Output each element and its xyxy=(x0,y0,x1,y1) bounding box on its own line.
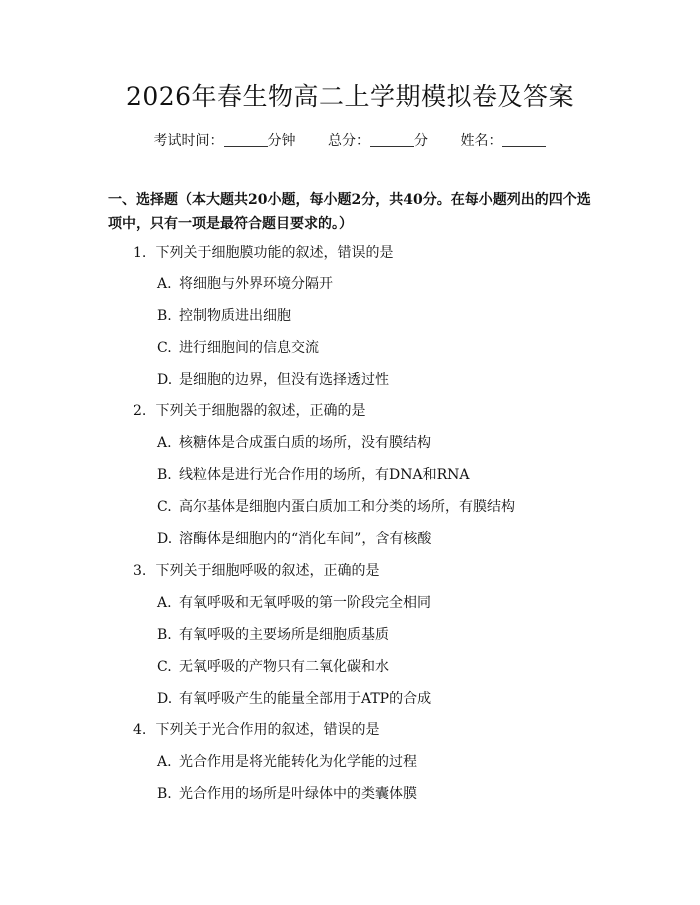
question-option xyxy=(157,689,431,709)
option-letter: A. xyxy=(157,595,172,611)
question-stem xyxy=(133,401,365,421)
option-letter: B. xyxy=(157,627,172,643)
option-letter: A. xyxy=(157,276,172,292)
option-text: 将细胞与外界环境分隔开 xyxy=(179,276,333,292)
option-letter: A. xyxy=(157,435,172,451)
question-option xyxy=(157,752,417,772)
question-option xyxy=(157,593,431,613)
option-text: 无氧呼吸的产物只有二氧化碳和水 xyxy=(179,659,389,675)
option-letter: C. xyxy=(157,340,172,356)
page-title: 2026年春生物高二上学期模拟卷及答案 xyxy=(125,82,575,111)
student-name-field xyxy=(460,131,546,151)
question-option xyxy=(157,306,291,326)
option-text: 溶酶体是细胞内的“消化车间”，含有核酸 xyxy=(179,531,432,547)
option-letter: C. xyxy=(157,499,172,515)
question-stem xyxy=(133,561,379,581)
option-text: 光合作用是将光能转化为化学能的过程 xyxy=(179,754,417,770)
option-text: 有氧呼吸的主要场所是细胞质基质 xyxy=(179,627,389,643)
question-text: 下列关于细胞器的叙述，正确的是 xyxy=(155,403,366,419)
question-number: 2. xyxy=(133,403,147,419)
option-letter: C. xyxy=(157,659,172,675)
question-option xyxy=(157,465,470,485)
option-text: 高尔基体是细胞内蛋白质加工和分类的场所，有膜结构 xyxy=(179,499,515,515)
question-option xyxy=(157,625,389,645)
question-option xyxy=(157,657,389,677)
option-text: 是细胞的边界，但没有选择透过性 xyxy=(179,372,389,388)
question-option xyxy=(157,433,431,453)
exam-time-field xyxy=(154,131,296,151)
option-text: 控制物质进出细胞 xyxy=(179,308,291,324)
option-text: 有氧呼吸和无氧呼吸的第一阶段完全相同 xyxy=(179,595,431,611)
option-letter: D. xyxy=(157,531,173,547)
option-letter: B. xyxy=(157,786,172,802)
question-option xyxy=(157,529,431,549)
question-number: 4. xyxy=(133,722,147,738)
exam-time-label: 考试时间： xyxy=(153,133,224,149)
exam-info-line xyxy=(0,131,700,151)
option-text: 进行细胞间的信息交流 xyxy=(179,340,319,356)
exam-time-unit: 分钟 xyxy=(267,133,296,149)
option-letter: A. xyxy=(157,754,172,770)
option-letter: D. xyxy=(157,372,173,388)
option-text: 光合作用的场所是叶绿体中的类囊体膜 xyxy=(179,786,417,802)
total-score-blank[interactable] xyxy=(370,132,414,147)
exam-time-blank[interactable] xyxy=(224,132,268,147)
total-score-label: 总分： xyxy=(328,133,370,149)
question-stem xyxy=(133,720,379,740)
question-option xyxy=(157,497,515,517)
option-letter: B. xyxy=(157,467,172,483)
question-number: 1. xyxy=(133,245,147,261)
question-option xyxy=(157,370,389,390)
student-name-label: 姓名： xyxy=(460,133,503,149)
question-text: 下列关于细胞膜功能的叙述，错误的是 xyxy=(155,245,394,261)
option-text: 核糖体是合成蛋白质的场所，没有膜结构 xyxy=(179,435,431,451)
student-name-blank[interactable] xyxy=(502,132,546,147)
option-letter: D. xyxy=(157,691,173,707)
question-option xyxy=(157,784,417,804)
question-text: 下列关于细胞呼吸的叙述，正确的是 xyxy=(155,563,380,579)
question-stem xyxy=(133,243,393,263)
option-text: 线粒体是进行光合作用的场所，有DNA和RNA xyxy=(179,467,470,483)
question-text: 下列关于光合作用的叙述，错误的是 xyxy=(155,722,380,738)
option-text: 有氧呼吸产生的能量全部用于ATP的合成 xyxy=(179,691,432,707)
total-score-unit: 分 xyxy=(414,133,428,149)
section-heading: 一、选择题（本大题共20小题，每小题2分，共40分。在每小题列出的四个选项中，只有一项是最符合题目要求的。） xyxy=(108,192,591,232)
question-number: 3. xyxy=(133,563,147,579)
total-score-field xyxy=(328,131,428,151)
option-letter: B. xyxy=(157,308,172,324)
question-option xyxy=(157,338,319,358)
question-option xyxy=(157,274,333,294)
